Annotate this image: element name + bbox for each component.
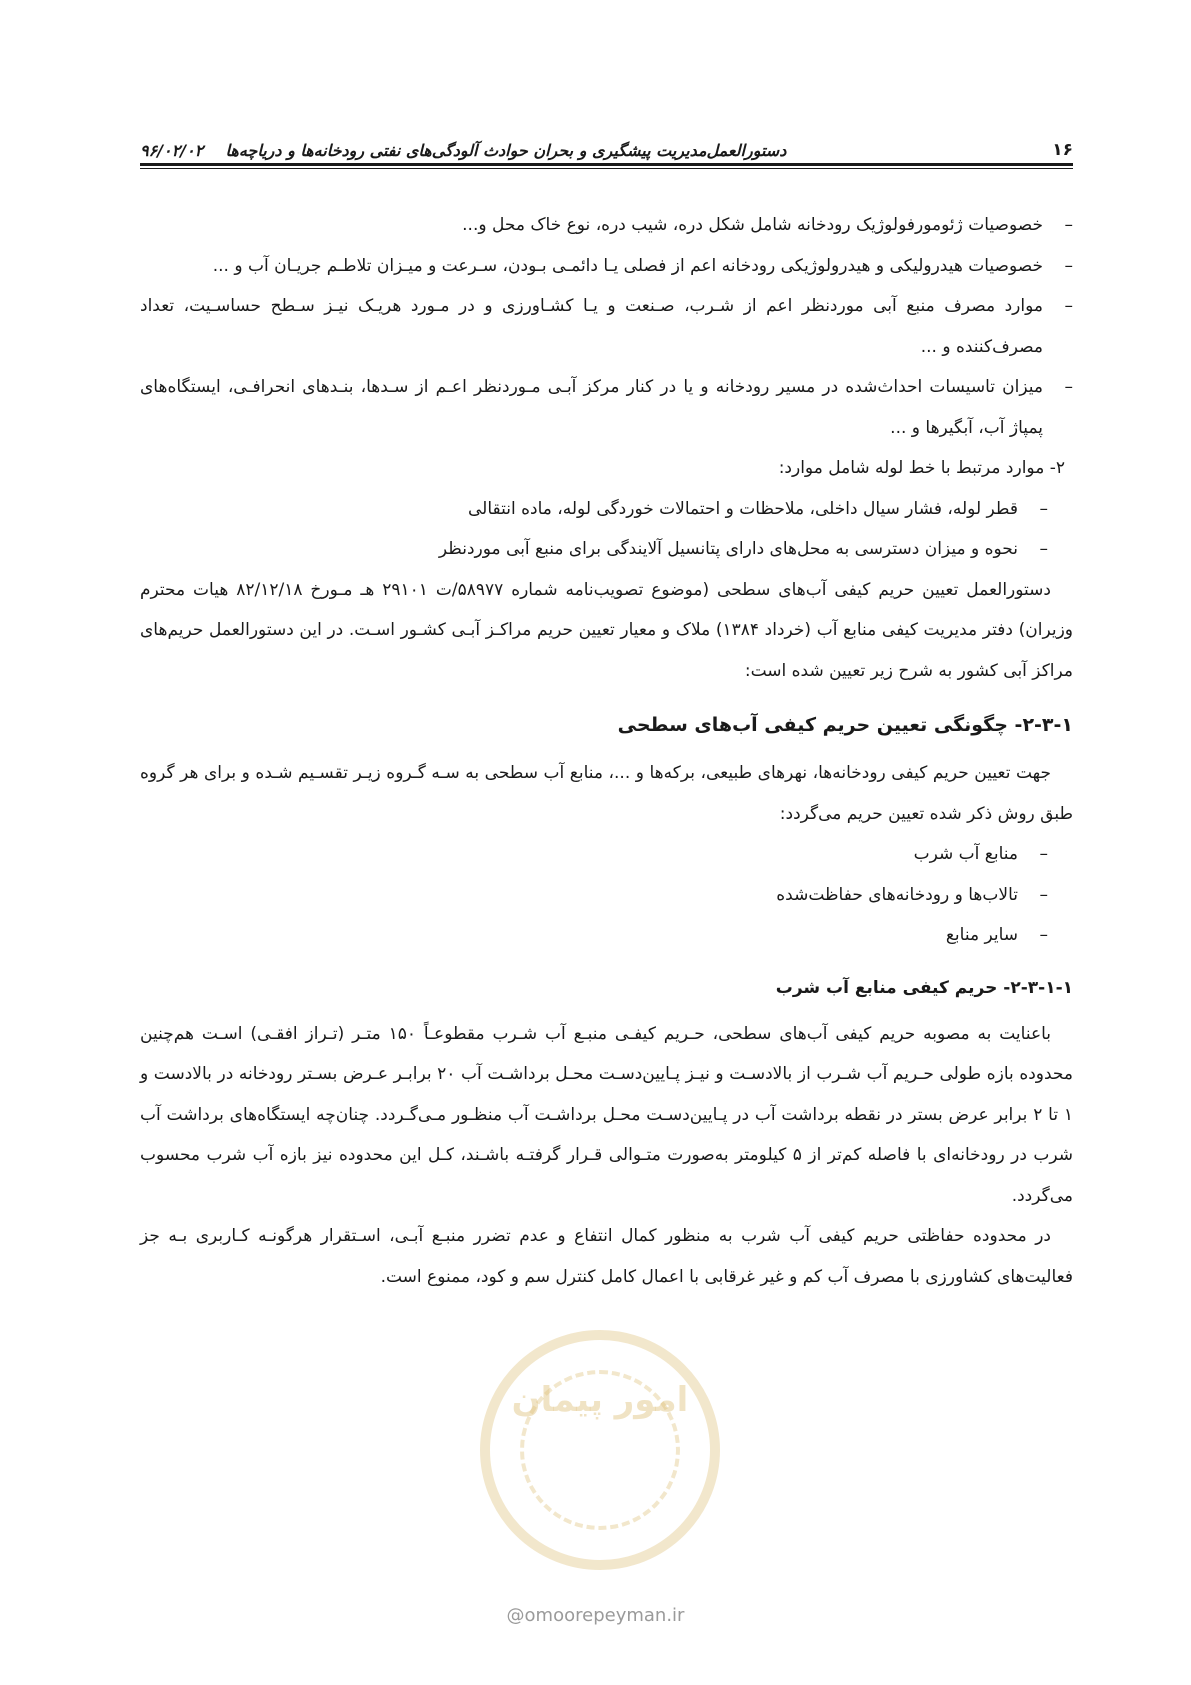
- list-item: – موارد مصرف منبع آبی موردنظر اعم از شـرب، صـنعت و یـا کشـاورزی و در مـورد هریـک نیـز سـطح حساسـیت، تعداد مصرف‌کننده و ...: [140, 296, 1073, 357]
- numbered-item: ۲- موارد مرتبط با خط لوله شامل موارد:: [778, 458, 1065, 478]
- watermark-site: @omoorepeyman.ir: [506, 1605, 685, 1626]
- list-item: – سایر منابع: [945, 925, 1048, 945]
- page-header: [140, 120, 1073, 160]
- document-body: [140, 205, 1073, 1297]
- paragraph: جهت تعیین حریم کیفی رودخانه‌ها، نهرهای طبیعی، برکه‌ها و ...، منابع آب سطحی به سـه گـروه زیـر تقسـیم شـده و برای هر گروه طبق روش ذکر شده تعیین حریم می‌گردد:: [140, 763, 1073, 824]
- header-rule-thin: [140, 168, 1073, 169]
- section-heading: ۲-۳-۱- چگونگی تعیین حریم کیفی آب‌های سطحی: [617, 714, 1073, 736]
- list-item: – تالاب‌ها و رودخانه‌های حفاظت‌شده: [776, 884, 1048, 905]
- page-number: ۱۶: [1052, 140, 1073, 160]
- subsection-heading: ۲-۳-۱-۱- حریم کیفی منابع آب شرب: [775, 977, 1073, 998]
- paragraph: باعنایت به مصوبه حریم کیفی آب‌های سطحی، حـریم کیفـی منبـع آب شـرب مقطوعـاً ۱۵۰ متـر (تـراز افقـی) اسـت هم‌چنین محدوده بازه طولی حـریم آب شـرب از بالادسـت و نیـز پـایین‌دسـت محـل برداشـت آب ۲۰ برابـر عـرض بسـتر رودخانه در بالادست و ۱ تا ۲ برابر عرض بستر در نقطه برداشت آب در پـایین‌دسـت محـل برداشـت آب منظـور مـی‌گـردد. چنان‌چه ایستگاه‌های برداشت آب شرب در رودخانه‌ای با فاصله کم‌تر از ۵ کیلومتر به‌صورت متـوالی قـرار گرفتـه باشـند، کـل این محدوده نیز بازه آب شرب محسوب می‌گردد.: [140, 1023, 1074, 1206]
- paragraph: دستورالعمل تعیین حریم کیفی آب‌های سطحی (موضوع تصویب‌نامه شماره ۵۸۹۷۷/ت ۲۹۱۰۱ هـ مـورخ ۸۲/۱۲/۱۸ هیات محترم وزیران) دفتر مدیریت کیفی منابع آب (خرداد ۱۳۸۴) ملاک و معیار تعیین حریم مراکـز آبـی کشـور اسـت. در این دستورالعمل حریم‌های مراکز آبی کشور به شرح زیر تعیین شده است:: [140, 579, 1073, 681]
- list-item: – منابع آب شرب: [913, 844, 1048, 864]
- header-date: ۹۶/۰۲/۰۲: [140, 141, 204, 160]
- list-item: – میزان تاسیسات احداث‌شده در مسیر رودخانه و یا در کنار مرکز آبـی مـوردنظر اعـم از سـدها، بنـدهای انحرافـی، ایستگاه‌های پمپاژ آب، آبگیرها و ...: [140, 377, 1073, 438]
- paragraph: در محدوده حفاظتی حریم کیفی آب شرب به منظور کمال انتفاع و عدم تضرر منبـع آبـی، اسـتقرار هرگونـه کـاربری بـه جز فعالیت‌های کشاورزی با مصرف آب کم و غیر غرقابی با اعمال کامل کنترل سم و کود، ممنوع است.: [140, 1226, 1073, 1287]
- list-item: – نحوه و میزان دسترسی به محل‌های دارای پتانسیل آلایندگی برای منبع آبی موردنظر: [438, 539, 1048, 559]
- list-item: – خصوصیات ژئومورفولوژیک رودخانه شامل شکل دره، شیب دره، نوع خاک محل و...: [462, 215, 1073, 235]
- header-title: دستورالعمل‌مدیریت پیشگیری و بحران حوادث آلودگی‌های نفتی رودخانه‌ها و دریاچه‌ها: [225, 141, 787, 160]
- header-rule-thick: [140, 163, 1073, 166]
- seal-logo-text: امور پیمان: [511, 1380, 689, 1420]
- list-item: – خصوصیات هیدرولیکی و هیدرولوژیکی رودخانه اعم از فصلی یـا دائمـی بـودن، سـرعت و میـزان تلاطـم جریـان آب و ...: [212, 255, 1073, 276]
- watermark-seal: [480, 1330, 720, 1570]
- list-item: – قطر لوله، فشار سیال داخلی، ملاحظات و احتمالات خوردگی لوله، ماده انتقالی: [467, 498, 1048, 519]
- header-title-group: [140, 141, 786, 160]
